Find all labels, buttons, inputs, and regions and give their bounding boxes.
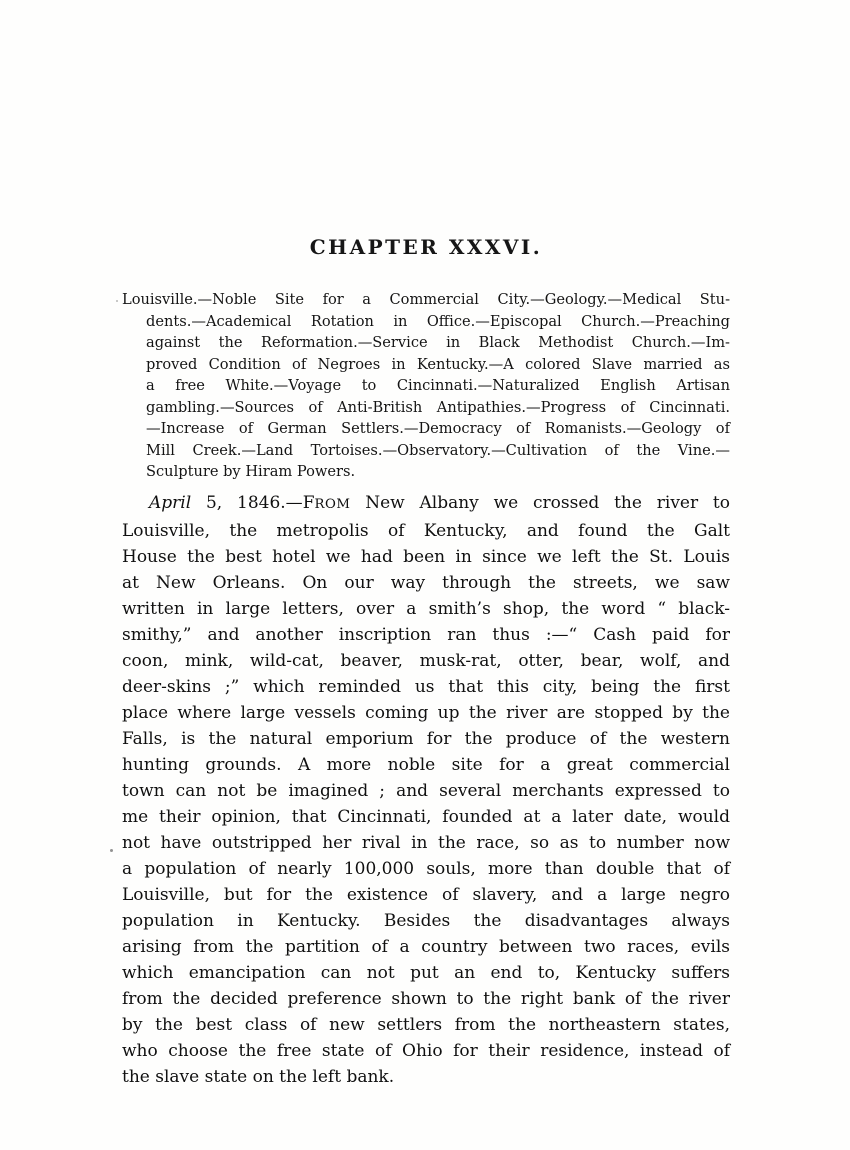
date-italic: April: [149, 492, 192, 513]
smallcaps-word: ROM: [314, 496, 351, 512]
text-line: the slave state on the left bank.: [122, 1066, 395, 1087]
text-line: deer-skins ;” which reminded us that this city, being the first: [122, 676, 730, 697]
text-line: House the best hotel we had been in since we left the St. Louis: [122, 546, 730, 567]
text-line: at New Orleans. On our way through the streets, we saw: [122, 572, 730, 593]
text-line: Sculpture by Hiram Powers.: [146, 463, 356, 480]
body-paragraph: [122, 490, 730, 1090]
text-line: Falls, is the natural emporium for the produce of the western: [122, 728, 730, 749]
text-line: by the best class of new settlers from the northeastern states,: [122, 1014, 730, 1035]
text-line: —Increase of German Settlers.—Democracy of Romanists.—Geology of: [146, 420, 730, 437]
text-line: [122, 490, 730, 518]
text-line: which emancipation can not put an end to, Kentucky suffers: [122, 962, 730, 983]
text-line: hunting grounds. A more noble site for a great commercial: [122, 754, 730, 775]
scan-speck: [110, 849, 113, 852]
smallcaps-lead: F: [302, 492, 315, 513]
text-line: smithy,” and another inscription ran thus :—“ Cash paid for: [122, 624, 730, 645]
text-line: written in large letters, over a smith’s shop, the word “ black-: [122, 598, 730, 619]
body-lines: [122, 518, 730, 1090]
text-line: town can not be imagined ; and several merchants expressed to: [122, 780, 730, 801]
text-line: against the Reformation.—Service in Black Methodist Church.—Im-: [146, 334, 730, 351]
text-column: [122, 234, 730, 1090]
scan-speck: [116, 300, 118, 302]
chapter-summary: [122, 289, 730, 483]
text-line: Louisville.—Noble Site for a Commercial City.—Geology.—Medical Stu-: [122, 291, 730, 308]
date-rest: 5, 1846.—: [191, 492, 303, 513]
text-line: dents.—Academical Rotation in Office.—Episcopal Church.—Preaching: [146, 312, 730, 330]
text-line: Louisville, but for the existence of slavery, and a large negro: [122, 884, 730, 905]
text-line: me their opinion, that Cincinnati, founded at a later date, would: [122, 806, 730, 827]
text-line: a population of nearly 100,000 souls, more than double that of: [122, 858, 730, 879]
text-line: not have outstripped her rival in the race, so as to number now: [122, 832, 730, 853]
text-line: coon, mink, wild-cat, beaver, musk-rat, otter, bear, wolf, and: [122, 650, 730, 671]
first-line-tail: New Albany we crossed the river to: [350, 492, 730, 513]
text-line: population in Kentucky. Besides the disadvantages always: [122, 910, 730, 931]
text-line: who choose the free state of Ohio for their residence, instead of: [122, 1040, 730, 1061]
text-line: a free White.—Voyage to Cincinnati.—Naturalized English Artisan: [146, 377, 730, 394]
text-line: arising from the partition of a country between two races, evils: [122, 936, 730, 957]
chapter-heading: CHAPTER XXXVI.: [309, 235, 543, 259]
text-line: Louisville, the metropolis of Kentucky, and found the Galt: [122, 520, 730, 541]
text-line: proved Condition of Negroes in Kentucky.—A colored Slave married as: [146, 355, 730, 373]
text-line: gambling.—Sources of Anti-British Antipathies.—Progress of Cincinnati.: [146, 398, 730, 416]
text-line: place where large vessels coming up the river are stopped by the: [122, 702, 730, 723]
text-line: from the decided preference shown to the right bank of the river: [122, 988, 730, 1009]
text-line: Mill Creek.—Land Tortoises.—Observatory.—Cultivation of the Vine.—: [146, 441, 730, 459]
